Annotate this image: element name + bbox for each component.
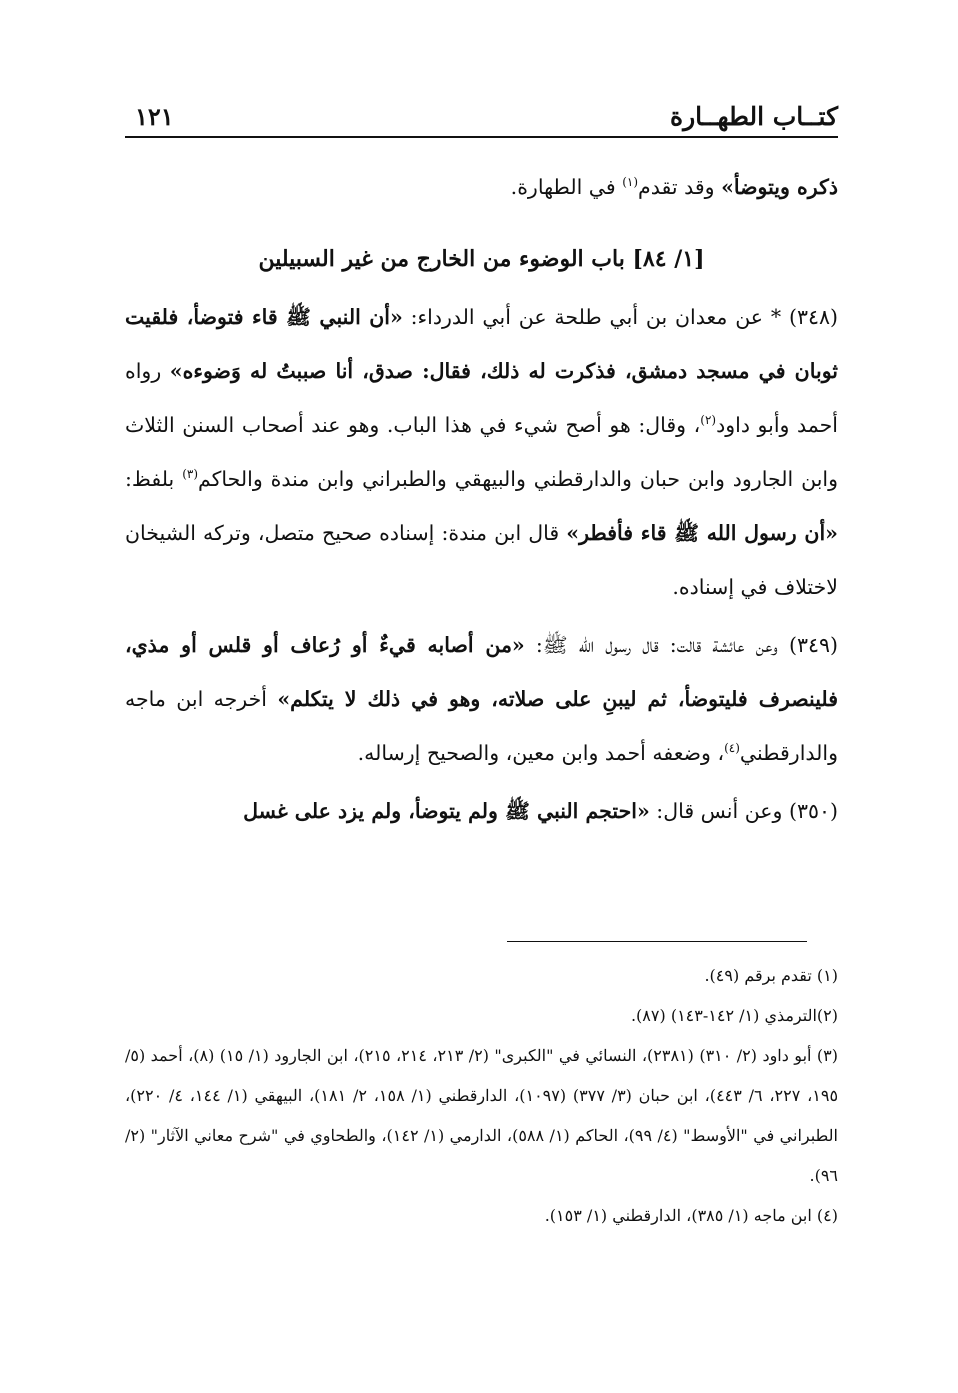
footnote-ref-1: (١)	[622, 175, 639, 190]
footnote-3: (٣) أبو داود (٢/ ٣١٠) (٢٣٨١)، النسائي في "الكبرى" (٢/ ٢١٣، ٢١٤، ٢١٥)، ابن الجارود (١/ ١٥) (٨)، أحمد (٥/ ١٩٥، ٢٢٧، ٦/ ٤٤٣)، ابن حبان (٣/ ٣٧٧) (١٠٩٧)، الدارقطني (١/ ١٥٨، ٢/ ١٨١)، البيهقي (١/ ١٤٤، ٤/ ٢٢٠)، الطبراني في "الأوسط" (٤/ ٩٩)، الحاكم (١/ ٥٨٨)، الدارمي (١/ ١٤٢)، والطحاوي في "شرح معاني الآثار" (٢/ ٩٦).	[125, 1046, 839, 1185]
hadith-348-wording-intro: بلفظ:	[125, 467, 183, 491]
hadith-348-comment: ، وقال: هو أصح شيء في هذا الباب. وهو عند أصحاب السنن الثلاث وابن الجارود وابن حبان والدارقطني والبيهقي والطبراني وابن مندة والحاكم	[125, 413, 838, 491]
hadith-348	[125, 290, 838, 614]
hadith-348-source: رواه أحمد وأبو داود	[125, 359, 838, 437]
hadith-348-grading: قال ابن مندة: إسناده صحيح متصل، وتركه الشيخان لاختلاف في إسناده.	[125, 521, 838, 599]
hadith-349-matn: «من أصابه قيءٌ أو رُعاف أو قلس أو مذي، فلينصرف فليتوضأ، ثم ليبنِ على صلاته، وهو في ذلك لا يتكلم»	[125, 633, 838, 711]
footnote-divider	[507, 941, 807, 942]
page-header	[125, 96, 838, 138]
running-title: كتــاب الطهــارة	[670, 102, 838, 131]
intro-quote-end: ذكره ويتوضأ»	[721, 175, 838, 199]
intro-text: وقد تقدم	[638, 175, 722, 199]
intro-paragraph	[125, 160, 838, 214]
intro-text-end: في الطهارة.	[510, 175, 623, 199]
footnote-ref-4: (٤)	[724, 741, 740, 756]
footnote-1: (١) تقدم برقم (٤٩).	[704, 966, 838, 985]
hadith-350-matn: «احتجم النبي ﷺ ولم يتوضأ، ولم يزد على غسل	[243, 799, 650, 823]
main-text	[125, 160, 838, 838]
hadith-349-source: أخرجه ابن ماجه والدارقطني	[125, 687, 838, 765]
hadith-350-chain: (٣٥٠) وعن أنس قال:	[649, 799, 838, 823]
hadith-349-chain: (٣٤٩) وعن عائشة قالت: قال رسول الله ﷺ:	[524, 633, 838, 657]
hadith-348-chain: (٣٤٨) * عن معدان بن أبي طلحة عن أبي الدرداء:	[402, 305, 838, 329]
hadith-350	[125, 784, 838, 838]
hadith-349-grading: ، وضعفه أحمد وابن معين، والصحيح إرساله.	[357, 741, 725, 765]
footnote-ref-3: (٣)	[182, 467, 199, 482]
footnotes	[125, 956, 838, 1236]
hadith-348-wording: «أن رسول الله ﷺ قاء فأفطر»	[566, 521, 838, 545]
hadith-349	[125, 618, 838, 780]
footnote-2: (٢)الترمذي (١/ ١٤٢-١٤٣) (٨٧).	[630, 1006, 838, 1025]
footnote-4: (٤) ابن ماجه (١/ ٣٨٥)، الدارقطني (١/ ١٥٣).	[544, 1206, 838, 1225]
chapter-title: [١/ ٨٤] باب الوضوء من الخارج من غير السبيلين	[258, 246, 705, 272]
hadith-348-matn: «أن النبي ﷺ قاء فتوضأ، فلقيت ثوبان في مسجد دمشق، فذكرت له ذلك، فقال: صدق، أنا صببتُ له وَضوءه»	[125, 305, 838, 383]
footnote-ref-2: (٢)	[700, 413, 717, 428]
page-number: ١٢١	[135, 102, 174, 131]
